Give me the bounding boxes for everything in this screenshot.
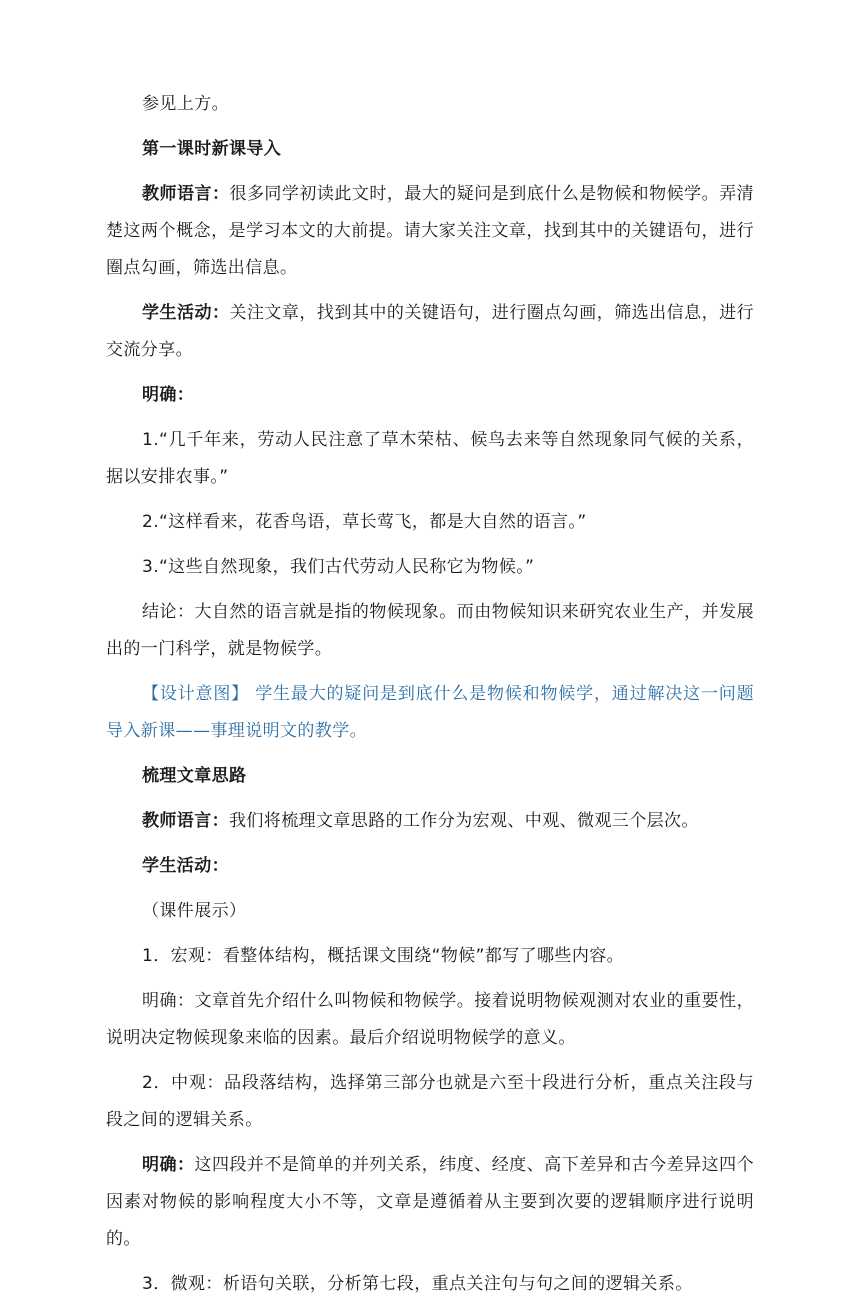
heading-text: 第一课时新课导入 xyxy=(142,139,282,159)
section-heading-intro xyxy=(106,131,754,168)
heading-text: 梳理文章思路 xyxy=(142,766,247,786)
paragraph-design-intent xyxy=(106,676,754,750)
list-item-3 xyxy=(106,549,754,586)
paragraph-text: 我们将梳理文章思路的工作分为宏观、中观、微观三个层次。 xyxy=(229,811,699,831)
paragraph-student-2 xyxy=(106,848,754,885)
paragraph-student-1 xyxy=(106,295,754,369)
list-item-1 xyxy=(106,422,754,496)
paragraph-text: 学生最大的疑问是到底什么是物候和物候学，通过解决这一问题导入新课——事理说明文的教学。 xyxy=(106,684,754,741)
paragraph-teacher-2 xyxy=(106,803,754,840)
paragraph-label: 学生活动： xyxy=(142,303,230,323)
paragraph-see-above xyxy=(106,86,754,123)
paragraph-text: 2．中观：品段落结构，选择第三部分也就是六至十段进行分析，重点关注段与段之间的逻辑关系。 xyxy=(106,1073,754,1130)
paragraph-label: 明确： xyxy=(142,385,195,405)
paragraph-teacher-1 xyxy=(106,176,754,287)
paragraph-text: （课件展示） xyxy=(142,901,247,921)
list-item-macro xyxy=(106,938,754,975)
paragraph-text: 3.“这些自然现象，我们古代劳动人民称它为物候。” xyxy=(142,557,535,577)
paragraph-label: 【设计意图】 xyxy=(142,684,249,704)
paragraph-text: 参见上方。 xyxy=(142,94,229,114)
paragraph-text: 这四段并不是简单的并列关系，纬度、经度、高下差异和古今差异这四个因素对物候的影响程度大小不等，文章是遵循着从主要到次要的逻辑顺序进行说明的。 xyxy=(106,1155,754,1249)
paragraph-text: 1．宏观：看整体结构，概括课文围绕“物候”都写了哪些内容。 xyxy=(142,946,625,966)
section-heading-outline xyxy=(106,758,754,795)
paragraph-text: 关注文章，找到其中的关键语句，进行圈点勾画，筛选出信息，进行交流分享。 xyxy=(106,303,755,360)
paragraph-clarify-meso xyxy=(106,1147,754,1258)
paragraph-label: 明确： xyxy=(142,1155,195,1175)
paragraph-label: 教师语言： xyxy=(142,811,229,831)
paragraph-clarify-macro xyxy=(106,983,754,1057)
list-item-2 xyxy=(106,504,754,541)
paragraph-text: 1.“几千年来，劳动人民注意了草木荣枯、候鸟去来等自然现象同气候的关系，据以安排农事。” xyxy=(106,430,754,487)
paragraph-label: 教师语言： xyxy=(142,184,230,204)
paragraph-courseware xyxy=(106,893,754,930)
list-item-micro xyxy=(106,1266,754,1303)
paragraph-clarify-1 xyxy=(106,377,754,414)
paragraph-text: 明确：文章首先介绍什么叫物候和物候学。接着说明物候观测对农业的重要性，说明决定物候现象来临的因素。最后介绍说明物候学的意义。 xyxy=(106,991,754,1048)
paragraph-conclusion xyxy=(106,594,754,668)
list-item-meso xyxy=(106,1065,754,1139)
paragraph-label: 学生活动： xyxy=(142,856,229,876)
paragraph-text: 很多同学初读此文时，最大的疑问是到底什么是物候和物候学。弄清楚这两个概念，是学习本文的大前提。请大家关注文章，找到其中的关键语句，进行圈点勾画，筛选出信息。 xyxy=(106,184,755,278)
paragraph-text: 结论：大自然的语言就是指的物候现象。而由物候知识来研究农业生产，并发展出的一门科学，就是物候学。 xyxy=(106,602,754,659)
paragraph-text: 3．微观：析语句关联，分析第七段，重点关注句与句之间的逻辑关系。 xyxy=(142,1274,693,1294)
paragraph-text: 2.“这样看来，花香鸟语，草长莺飞，都是大自然的语言。” xyxy=(142,512,587,532)
